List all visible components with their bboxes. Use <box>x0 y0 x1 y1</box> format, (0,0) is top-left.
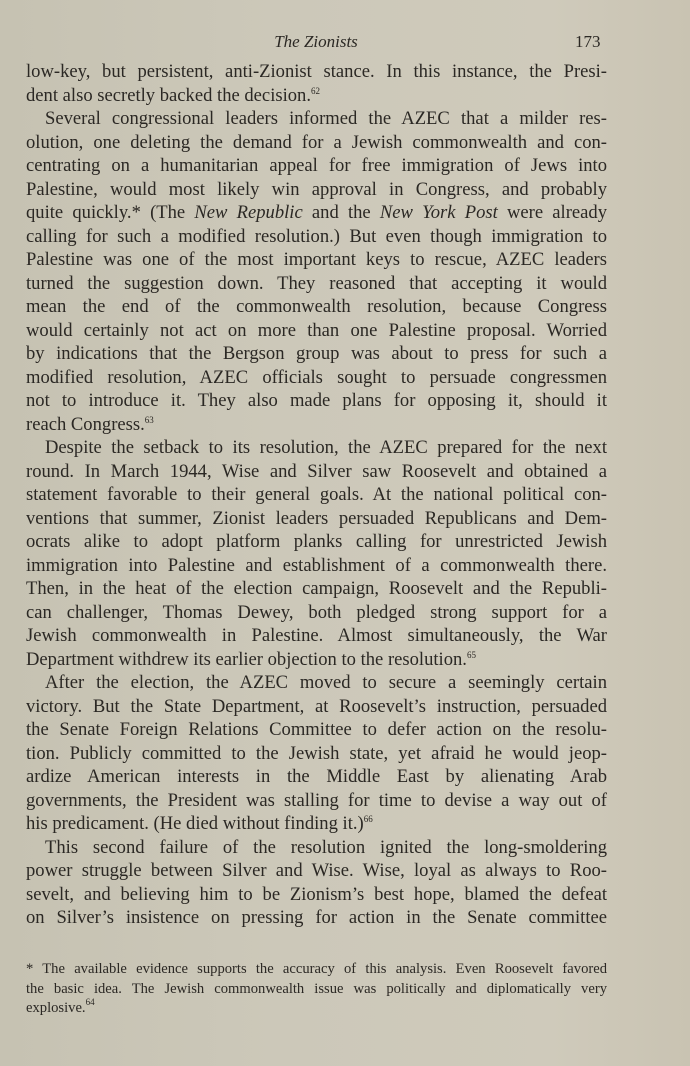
text-run: low-key, but persistent, anti-Zionist stance. In this instance, the Presi- <box>26 61 607 82</box>
text-run: can challenger, Thomas Dewey, both pledged strong support for a <box>26 601 607 623</box>
text-line <box>26 836 607 860</box>
text-line <box>26 742 607 766</box>
footnote-reference: 65 <box>466 649 476 660</box>
text-line <box>26 389 607 413</box>
text-line <box>26 295 607 319</box>
paragraph <box>26 836 607 930</box>
text-run: ventions that summer, Zionist leaders persuaded Republicans and Dem- <box>26 507 607 529</box>
text-run: victory. But the State Department, at Roosevelt’s instruction, persuaded <box>26 695 607 717</box>
text-run: round. In March 1944, Wise and Silver saw Roosevelt and obtained a <box>26 460 607 482</box>
text-run: would certainly not act on more than one Palestine proposal. Worried <box>26 319 607 341</box>
text-line <box>26 107 607 131</box>
text-line <box>26 507 607 531</box>
text-run: on Silver’s insistence on pressing for action in the Senate committee <box>26 907 607 928</box>
text-run: Several congressional leaders informed the AZEC that a milder res- <box>45 108 607 129</box>
paragraph <box>26 436 607 671</box>
footnote-reference: 64 <box>85 997 95 1007</box>
text-line <box>26 84 607 108</box>
text-line <box>26 980 607 1000</box>
text-line <box>26 577 607 601</box>
text-run: and the <box>302 202 380 223</box>
text-run: Despite the setback to its resolution, the AZEC prepared for the next <box>45 437 607 458</box>
paragraph <box>26 60 607 107</box>
text-run: tion. Publicly committed to the Jewish state, yet afraid he would jeop- <box>26 742 607 764</box>
text-run: After the election, the AZEC moved to secure a seemingly certain <box>45 672 607 693</box>
paragraph <box>26 671 607 836</box>
text-run: Then, in the heat of the election campaign, Roosevelt and the Republi- <box>26 578 607 599</box>
italic-title: New Republic <box>194 202 303 223</box>
text-run: This second failure of the resolution ignited the long-smoldering <box>45 836 607 858</box>
text-run: * The available evidence supports the accuracy of this analysis. Even Roosevelt favored <box>26 961 607 977</box>
text-line <box>26 131 607 155</box>
text-run: calling for such a modified resolution.) But even though immigration to <box>26 225 607 247</box>
text-run: by indications that the Bergson group was about to press for such a <box>26 343 607 364</box>
text-line <box>26 765 607 789</box>
footnote <box>26 960 607 1019</box>
text-run: Palestine was one of the most important keys to rescue, AZEC leaders <box>26 249 607 270</box>
text-line <box>26 718 607 742</box>
text-run: modified resolution, AZEC officials sought to persuade congressmen <box>26 366 607 388</box>
text-line <box>26 624 607 648</box>
text-run: immigration into Palestine and establishment of a commonwealth there. <box>26 554 607 576</box>
page-number: 173 <box>575 32 601 51</box>
text-line <box>26 789 607 813</box>
text-line <box>26 601 607 625</box>
text-run: olution, one deleting the demand for a Jewish commonwealth and con- <box>26 131 607 153</box>
text-run: not to introduce it. They also made plans for opposing it, should it <box>26 390 607 411</box>
text-line <box>26 272 607 296</box>
text-run: the Senate Foreign Relations Committee to defer action on the resolu- <box>26 719 607 740</box>
text-line <box>26 413 607 437</box>
text-run: his predicament. (He died without finding it.) <box>26 813 364 834</box>
text-run: ocrats alike to adopt platform planks calling for unrestricted Jewish <box>26 531 607 552</box>
text-line <box>26 554 607 578</box>
text-line <box>26 812 607 836</box>
text-run: Palestine, would most likely win approval in Congress, and probably <box>26 178 607 200</box>
footnote-reference: 66 <box>363 814 373 824</box>
text-line <box>26 483 607 507</box>
text-run: ardize American interests in the Middle East by alienating Arab <box>26 766 607 787</box>
text-line <box>26 999 607 1019</box>
text-line <box>26 671 607 695</box>
text-line <box>26 154 607 178</box>
text-line <box>26 906 607 930</box>
running-header-title: The Zionists <box>274 32 358 51</box>
text-line <box>26 859 607 883</box>
text-line <box>26 225 607 249</box>
text-line <box>26 436 607 460</box>
text-run: dent also secretly backed the decision. <box>26 84 311 106</box>
text-line <box>26 248 607 272</box>
italic-title: New York Post <box>379 202 498 223</box>
text-run: quite quickly.* (The <box>26 202 195 223</box>
text-line <box>26 366 607 390</box>
text-line <box>26 695 607 719</box>
text-run: mean the end of the commonwealth resolution, because Congress <box>26 296 607 317</box>
paragraph <box>26 107 607 436</box>
footnote-reference: 63 <box>144 414 154 425</box>
text-line <box>26 342 607 366</box>
text-line <box>26 60 607 84</box>
text-run: turned the suggestion down. They reasoned that accepting it would <box>26 272 607 294</box>
text-run: the basic idea. The Jewish commonwealth issue was politically and diplomatically very <box>26 980 607 997</box>
text-run: sevelt, and believing him to be Zionism’s best hope, blamed the defeat <box>26 883 607 905</box>
text-line <box>26 201 607 225</box>
body-text <box>26 60 607 930</box>
text-run: Jewish commonwealth in Palestine. Almost simultaneously, the War <box>26 625 607 646</box>
text-run: Department withdrew its earlier objection to the resolution. <box>26 648 467 670</box>
text-run: were already <box>497 202 607 223</box>
text-run: centrating on a humanitarian appeal for free immigration of Jews into <box>26 155 607 176</box>
text-line <box>26 530 607 554</box>
text-line <box>26 178 607 202</box>
text-run: power struggle between Silver and Wise. Wise, loyal as always to Roo- <box>26 860 607 881</box>
text-line <box>26 319 607 343</box>
text-line <box>26 960 607 980</box>
text-run: reach Congress. <box>26 413 145 435</box>
text-line <box>26 883 607 907</box>
text-run: governments, the President was stalling for time to devise a way out of <box>26 789 607 811</box>
text-line <box>26 460 607 484</box>
text-line <box>26 648 607 672</box>
footnote-reference: 62 <box>311 85 320 96</box>
text-run: statement favorable to their general goals. At the national political con- <box>26 484 607 505</box>
text-run: explosive. <box>26 1000 86 1016</box>
